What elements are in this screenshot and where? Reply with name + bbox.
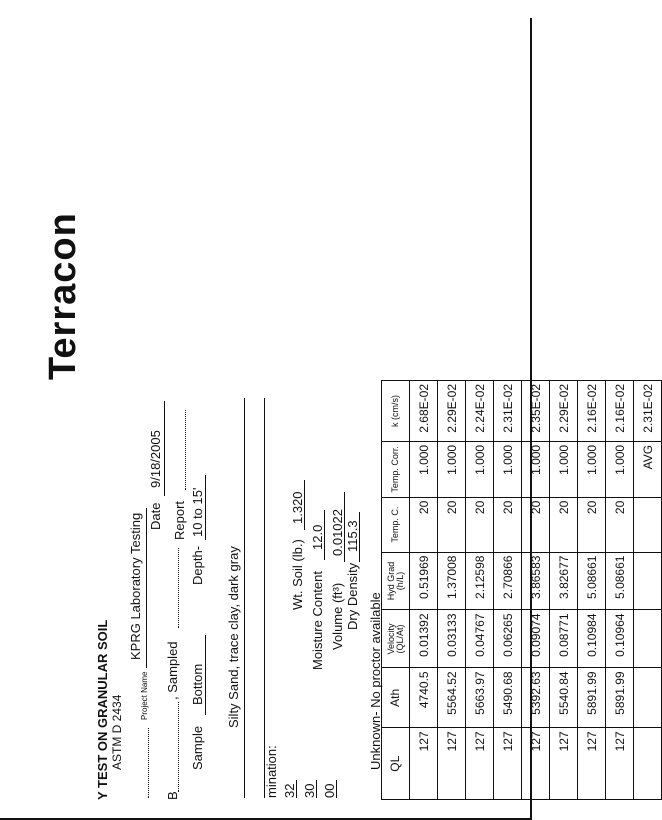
volume-value: 0.01022 — [330, 509, 345, 556]
results-table — [381, 380, 662, 800]
table-cell: 0.01392 — [410, 610, 438, 668]
table-cell: 5392.63 — [522, 668, 550, 728]
table-cell: 127 — [410, 728, 438, 800]
table-row — [606, 381, 634, 800]
table-cell: 2.29E-02 — [550, 381, 578, 442]
table-cell — [634, 728, 662, 800]
table-cell: 0.09074 — [522, 610, 550, 668]
table-cell: 1.000 — [550, 441, 578, 497]
table-cell: 0.03133 — [438, 610, 466, 668]
header-ql: QL — [382, 728, 410, 800]
sample-value: Bottom — [190, 663, 205, 705]
table-cell: 1.000 — [606, 441, 634, 497]
table-cell: 5.08661 — [578, 552, 606, 610]
proctor-note: Unknown- No proctor available — [368, 592, 383, 770]
table-cell: 20 — [550, 497, 578, 552]
wt-soil-value: 1.320 — [290, 491, 305, 524]
table-cell: 2.31E-02 — [634, 381, 662, 442]
table-cell: 20 — [522, 497, 550, 552]
depth-label: Depth- — [190, 545, 205, 585]
table-row — [466, 381, 494, 800]
table-cell — [634, 610, 662, 668]
dry-density-value: 115.3 — [345, 520, 360, 552]
table-cell: 127 — [466, 728, 494, 800]
title-line1: Y TEST ON GRANULAR SOIL — [95, 619, 110, 800]
table-cell: 1.000 — [466, 441, 494, 497]
sample-label: Sample — [190, 725, 205, 770]
table-cell: 2.31E-02 — [494, 381, 522, 442]
determination-label: mination: — [264, 745, 279, 798]
description-value: Silty Sand, trace clay, dark gray — [226, 546, 241, 728]
table-row — [494, 381, 522, 800]
wt-soil-label: Wt. Soil (lb.) — [290, 539, 305, 610]
table-row — [578, 381, 606, 800]
table-cell: 20 — [494, 497, 522, 552]
table-cell: 0.51969 — [410, 552, 438, 610]
depth-line — [205, 475, 206, 540]
determination-left-3: 00 — [322, 783, 337, 798]
project-name-value: KPRG Laboratory Testing — [128, 512, 143, 660]
table-cell: 4740.5 — [410, 668, 438, 728]
table-cell: 20 — [578, 497, 606, 552]
sampled-label: , Sampled — [165, 641, 180, 700]
table-cell: 3.86583 — [522, 552, 550, 610]
depth-value: 10 to 15' — [190, 487, 205, 537]
table-row — [522, 381, 550, 800]
description-line-2 — [264, 398, 265, 798]
sampled-leader — [178, 702, 179, 792]
table-header-row — [382, 381, 410, 800]
report-line — [185, 410, 186, 490]
header-ath: Ath — [382, 668, 410, 728]
table-cell: 0.10984 — [578, 610, 606, 668]
sampled-line — [178, 548, 179, 628]
table-body — [382, 381, 662, 800]
table-cell: 20 — [606, 497, 634, 552]
left-fragment: B — [165, 791, 180, 800]
table-cell: 1.000 — [410, 441, 438, 497]
table-cell: 0.04767 — [466, 610, 494, 668]
table-cell: 2.12598 — [466, 552, 494, 610]
title-line2: ASTM D 2434 — [110, 694, 124, 770]
header-temp-c: Temp. C. — [382, 497, 410, 552]
table-cell: 1.000 — [522, 441, 550, 497]
table-row — [410, 381, 438, 800]
table-cell: 127 — [494, 728, 522, 800]
table-cell: 5891.99 — [578, 668, 606, 728]
table-cell: AVG — [634, 441, 662, 497]
table-cell: 127 — [522, 728, 550, 800]
table-cell: 5540.84 — [550, 668, 578, 728]
table-cell — [634, 497, 662, 552]
table-cell: 5490.68 — [494, 668, 522, 728]
report-label: Report — [172, 500, 187, 540]
description-line — [244, 398, 245, 798]
table-cell: 2.16E-02 — [578, 381, 606, 442]
table-cell: 127 — [438, 728, 466, 800]
table-cell: 127 — [606, 728, 634, 800]
header-velocity: Velocity (QL/At) — [382, 610, 410, 668]
determination-left-2: 30 — [302, 783, 317, 798]
table-row — [550, 381, 578, 800]
determination-left-3-line — [336, 780, 337, 798]
table-cell: 2.70866 — [494, 552, 522, 610]
table-cell: 0.06265 — [494, 610, 522, 668]
header-temp-corr: Temp. Corr. — [382, 441, 410, 497]
table-cell: 1.000 — [494, 441, 522, 497]
table-cell: 2.68E-02 — [410, 381, 438, 442]
table-cell: 5564.52 — [438, 668, 466, 728]
table-row — [438, 381, 466, 800]
table-cell: 20 — [410, 497, 438, 552]
sample-line — [205, 635, 206, 715]
table-cell: 2.16E-02 — [606, 381, 634, 442]
table-cell — [634, 668, 662, 728]
table-cell: 3.82677 — [550, 552, 578, 610]
determination-left-1: 32 — [282, 783, 297, 798]
table-cell: 1.000 — [578, 441, 606, 497]
table-cell: 5663.97 — [466, 668, 494, 728]
table-cell: 127 — [578, 728, 606, 800]
determination-left-1-line — [296, 780, 297, 798]
moisture-value: 12.0 — [310, 524, 325, 550]
project-name-line — [146, 508, 147, 668]
table-cell — [634, 552, 662, 610]
table-cell: 20 — [466, 497, 494, 552]
header-hyd-grad: Hyd Grad (h/L) — [382, 552, 410, 610]
header-k: k (cm/s) — [382, 381, 410, 442]
table-cell: 0.10964 — [606, 610, 634, 668]
table-cell: 2.35E-02 — [522, 381, 550, 442]
table-cell: 1.000 — [438, 441, 466, 497]
date-label: Date — [148, 502, 163, 530]
table-cell: 2.29E-02 — [438, 381, 466, 442]
date-line — [164, 401, 165, 496]
dry-density-label: Dry Density — [345, 562, 360, 630]
table-row — [634, 381, 662, 800]
date-value: 9/18/2005 — [148, 430, 163, 488]
table-cell: 2.24E-02 — [466, 381, 494, 442]
volume-label: Volume (ft³) — [330, 582, 345, 650]
determination-left-2-line — [316, 780, 317, 798]
table-cell: 5891.99 — [606, 668, 634, 728]
company-logo: Terracon — [42, 212, 84, 380]
moisture-label: Moisture Content — [310, 571, 325, 670]
project-name-leader — [148, 728, 149, 798]
project-name-label: Project Name — [140, 671, 149, 720]
table-cell: 20 — [438, 497, 466, 552]
table-cell: 5.08661 — [606, 552, 634, 610]
table-cell: 1.37008 — [438, 552, 466, 610]
table-cell: 127 — [550, 728, 578, 800]
table-cell: 0.08771 — [550, 610, 578, 668]
